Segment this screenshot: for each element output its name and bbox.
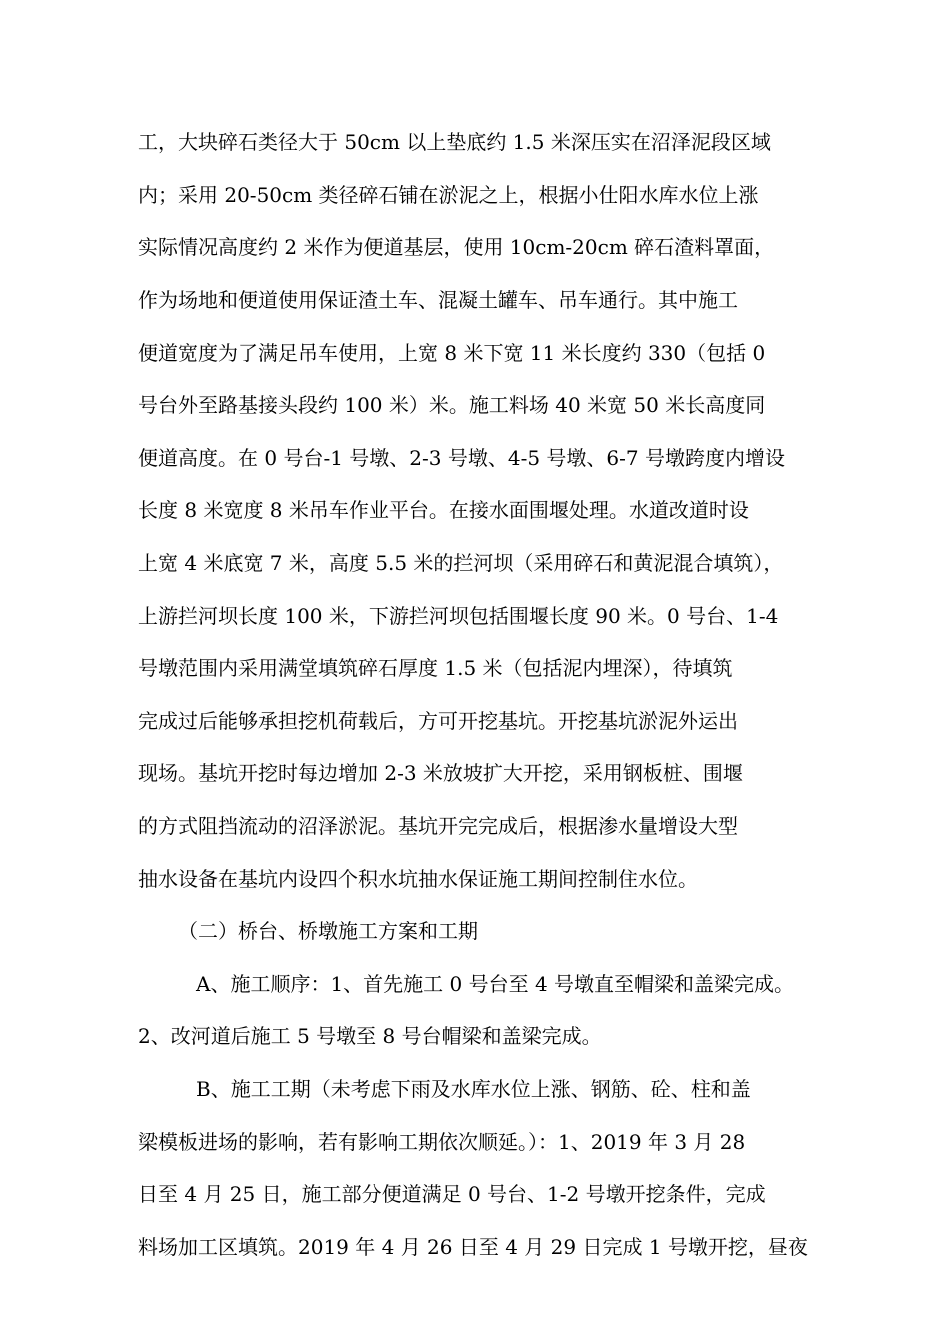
text-line: A、施工顺序：1、首先施工 0 号台至 4 号墩直至帽梁和盖梁完成。 [196,972,795,996]
text-line: B、施工工期（未考虑下雨及水库水位上涨、钢筋、砼、柱和盖 [196,1077,751,1101]
text-line: 长度 8 米宽度 8 米吊车作业平台。在接水面围堰处理。水道改道时设 [138,498,749,522]
text-line: 梁模板进场的影响，若有影响工期依次顺延。）：1、2019 年 3 月 28 [138,1130,746,1154]
text-line: 工，大块碎石类径大于 50cm 以上垫底约 1.5 米深压实在沼泽泥段区域 [138,130,771,154]
text-line: 上宽 4 米底宽 7 米，高度 5.5 米的拦河坝（采用碎石和黄泥混合填筑）， [138,551,784,575]
text-line: 号墩范围内采用满堂填筑碎石厚度 1.5 米（包括泥内埋深），待填筑 [138,656,733,680]
text-line: 内；采用 20-50cm 类径碎石铺在淤泥之上，根据小仕阳水库水位上涨 [138,183,759,207]
text-line: 抽水设备在基坑内设四个积水坑抽水保证施工期间控制住水位。 [138,867,698,891]
text-line: 上游拦河坝长度 100 米，下游拦河坝包括围堰长度 90 米。0 号台、1-4 [138,604,779,628]
section-heading: （二）桥台、桥墩施工方案和工期 [178,919,478,943]
text-line: 完成过后能够承担挖机荷载后，方可开挖基坑。开挖基坑淤泥外运出 [138,709,738,733]
text-line: 日至 4 月 25 日，施工部分便道满足 0 号台、1-2 号墩开挖条件，完成 [138,1182,766,1206]
text-line: 的方式阻挡流动的沼泽淤泥。基坑开完完成后，根据渗水量增设大型 [138,814,738,838]
text-line: 2、改河道后施工 5 号墩至 8 号台帽梁和盖梁完成。 [138,1024,602,1048]
text-line: 实际情况高度约 2 米作为便道基层，使用 10cm-20cm 碎石渣料罩面， [138,235,775,259]
text-line: 作为场地和便道使用保证渣土车、混凝土罐车、吊车通行。其中施工 [138,288,738,312]
text-line: 号台外至路基接头段约 100 米）米。施工料场 40 米宽 50 米长高度同 [138,393,766,417]
text-line: 便道高度。在 0 号台-1 号墩、2-3 号墩、4-5 号墩、6-7 号墩跨度内增设 [138,446,785,470]
text-line: 料场加工区填筑。2019 年 4 月 26 日至 4 月 29 日完成 1 号墩开挖，昼夜 [138,1235,808,1259]
text-line: 便道宽度为了满足吊车使用，上宽 8 米下宽 11 米长度约 330（包括 0 [138,341,766,365]
text-line: 现场。基坑开挖时每边增加 2-3 米放坡扩大开挖，采用钢板桩、围堰 [138,761,743,785]
